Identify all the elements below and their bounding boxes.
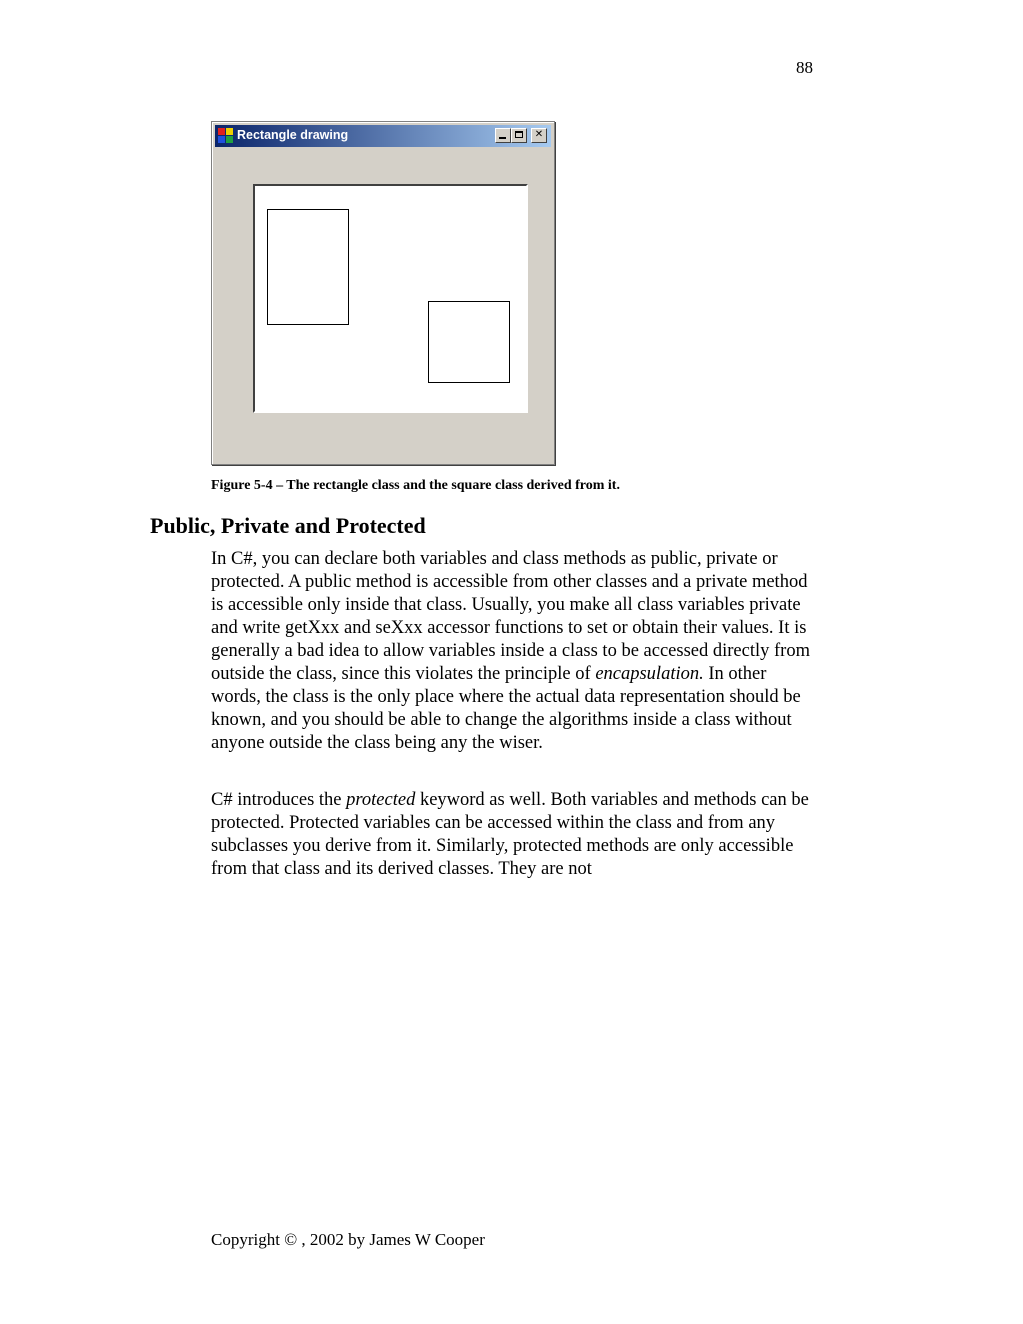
close-icon: ✕ xyxy=(534,129,544,140)
app-icon xyxy=(218,128,234,144)
maximize-button[interactable] xyxy=(511,128,527,143)
section-heading: Public, Private and Protected xyxy=(150,513,426,538)
page-number: 88 xyxy=(796,58,813,77)
minimize-icon xyxy=(499,137,506,139)
window-title: Rectangle drawing xyxy=(237,128,349,142)
figure-caption: Figure 5-4 – The rectangle class and the square class derived from it. xyxy=(211,478,620,493)
maximize-icon xyxy=(515,131,523,138)
emphasis-protected: protected xyxy=(346,790,416,810)
copyright-footer: Copyright © , 2002 by James W Cooper xyxy=(211,1230,485,1249)
window-title-bar[interactable] xyxy=(215,125,551,147)
drawn-square xyxy=(428,301,510,383)
drawn-rectangle xyxy=(267,209,349,325)
close-button[interactable] xyxy=(531,128,547,143)
paragraph-text: C# introduces the xyxy=(211,790,347,810)
paragraph-text: In other words, the class is the only place where the actual data representation should be known, and you should be able to change the algorithms inside a class without anyone outside the class being any the wiser. xyxy=(211,664,801,753)
minimize-button[interactable] xyxy=(495,128,511,143)
body-paragraph-1 xyxy=(211,548,817,755)
paragraph-text: keyword as well. Both variables and methods can be protected. Protected variables can be accessed within the class and from any subclasses you derive from it. Similarly, protected methods are only accessible from that class and its derived classes. They are not xyxy=(211,790,809,879)
paragraph-text: In C#, you can declare both variables and class methods as public, private or protected. A public method is accessible from other classes and a private method is accessible only inside that class. Usually, you make all class variables private and write getXxx and seXxx accessor functions to set or obtain their values. It is generally a bad idea to allow variables inside a class to be accessed directly from outside the class, since this violates the principle of xyxy=(211,549,810,684)
rectangle-drawing-window xyxy=(211,121,555,465)
body-paragraph-2 xyxy=(211,789,817,881)
emphasis-encapsulation: encapsulation. xyxy=(595,664,704,684)
drawing-canvas xyxy=(253,184,528,413)
